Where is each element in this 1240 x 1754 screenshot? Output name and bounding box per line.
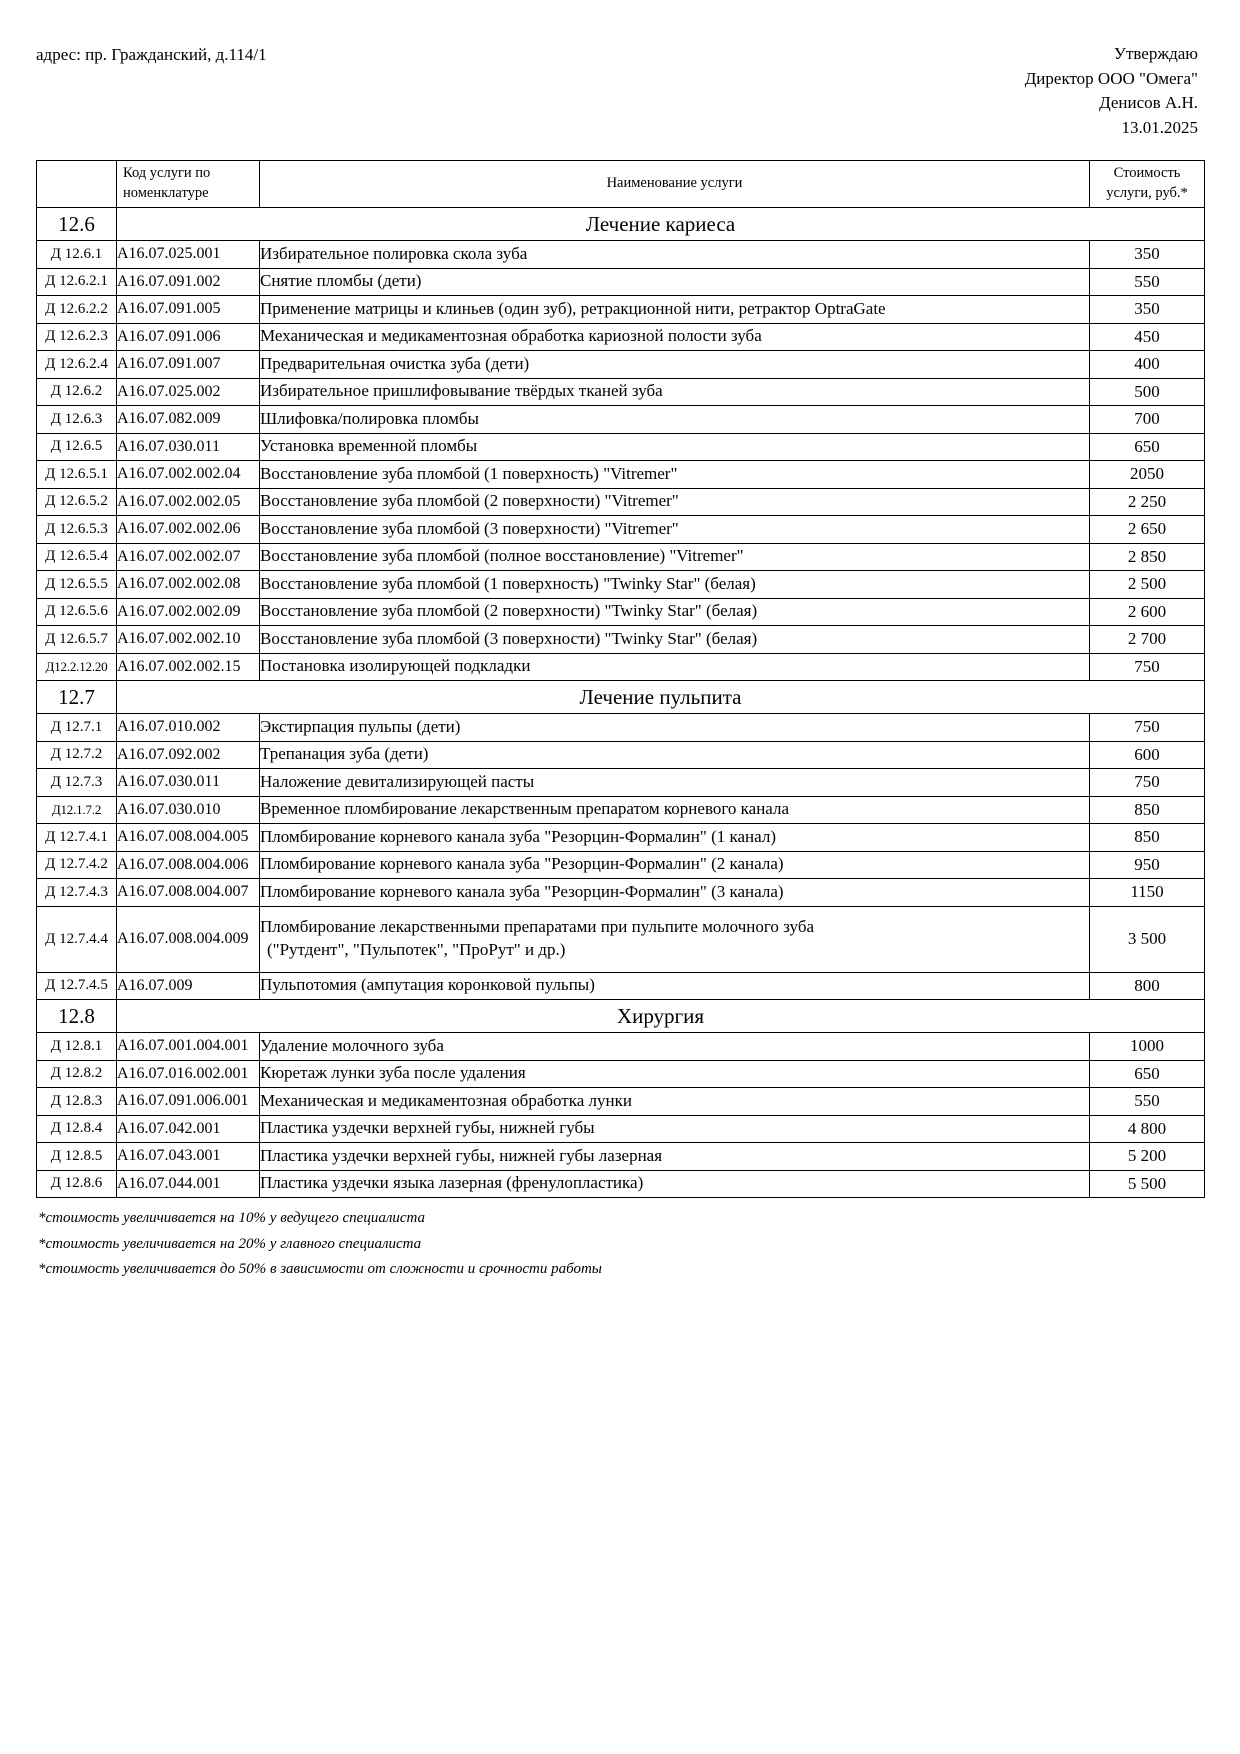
header-cell-name: Наименование услуги (260, 161, 1090, 208)
row-price: 5 500 (1090, 1170, 1205, 1198)
table-row (37, 906, 1205, 972)
row-service-name: Пластика уздечки языка лазерная (френулопластика) (260, 1170, 1090, 1198)
row-service-code: А16.07.002.002.10 (117, 626, 260, 654)
header-code-line1: Код услуги по (123, 165, 211, 182)
row-service-name-line2: ("Рутдент", "Пульпотек", "ПроРут" и др.) (267, 940, 566, 959)
row-number: Д 12.6.2.4 (37, 351, 117, 379)
row-number: Д 12.6.2.1 (37, 268, 117, 296)
table-row (37, 268, 1205, 296)
row-service-code: А16.07.008.004.009 (117, 906, 260, 972)
row-service-name: Пластика уздечки верхней губы, нижней губы (260, 1115, 1090, 1143)
row-number: Д 12.6.3 (37, 406, 117, 434)
row-service-name: Снятие пломбы (дети) (260, 268, 1090, 296)
row-price: 2 850 (1090, 543, 1205, 571)
row-number: Д 12.7.2 (37, 741, 117, 769)
row-service-code: А16.07.008.004.005 (117, 824, 260, 852)
row-service-name: Пластика уздечки верхней губы, нижней губы лазерная (260, 1143, 1090, 1171)
row-service-name: Восстановление зуба пломбой (2 поверхности) "Twinky Star" (белая) (260, 598, 1090, 626)
row-service-name: Удаление молочного зуба (260, 1033, 1090, 1061)
table-row (37, 488, 1205, 516)
section-row (37, 208, 1205, 241)
row-service-code: А16.07.016.002.001 (117, 1060, 260, 1088)
table-row (37, 1088, 1205, 1116)
row-service-code: А16.07.008.004.006 (117, 851, 260, 879)
row-number: Д 12.7.4.2 (37, 851, 117, 879)
row-service-name: Избирательное пришлифовывание твёрдых тканей зуба (260, 378, 1090, 406)
row-price: 2 500 (1090, 571, 1205, 599)
row-service-code: А16.07.091.005 (117, 296, 260, 324)
table-row (37, 296, 1205, 324)
row-service-name: Установка временной пломбы (260, 433, 1090, 461)
footnotes (38, 1206, 1240, 1283)
section-row (37, 1000, 1205, 1033)
row-number: Д 12.7.1 (37, 714, 117, 742)
director-name: Денисов А.Н. (1099, 93, 1198, 113)
approval-label: Утверждаю (1113, 44, 1198, 63)
row-service-name: Пломбирование корневого канала зуба "Резорцин-Формалин" (3 канала) (260, 879, 1090, 907)
footnote: *стоимость увеличивается на 10% у ведущего специалиста (38, 1210, 426, 1226)
row-service-code: А16.07.010.002 (117, 714, 260, 742)
row-number: Д 12.6.5.5 (37, 571, 117, 599)
table-row (37, 1170, 1205, 1198)
row-service-name: Применение матрицы и клиньев (один зуб), ретракционной нити, ретрактор OptraGate (260, 296, 1090, 324)
row-price: 2 250 (1090, 488, 1205, 516)
section-number: 12.7 (37, 681, 117, 714)
header-cell-code (117, 161, 260, 208)
row-price: 350 (1090, 296, 1205, 324)
row-service-code: А16.07.091.007 (117, 351, 260, 379)
row-service-code: А16.07.091.002 (117, 268, 260, 296)
approval-date: 13.01.2025 (1121, 117, 1198, 137)
row-number: Д 12.6.2.3 (37, 323, 117, 351)
row-number: Д 12.6.5.7 (37, 626, 117, 654)
row-service-code: А16.07.042.001 (117, 1115, 260, 1143)
row-price: 500 (1090, 378, 1205, 406)
row-service-name: Экстирпация пульпы (дети) (260, 714, 1090, 742)
header-code-line2: номенклатуре (123, 185, 209, 201)
row-price: 4 800 (1090, 1115, 1205, 1143)
row-number: Д12.1.7.2 (37, 796, 117, 824)
row-service-code: А16.07.002.002.15 (117, 653, 260, 681)
row-number: Д 12.8.5 (37, 1143, 117, 1171)
row-service-name: Пломбирование корневого канала зуба "Резорцин-Формалин" (2 канала) (260, 851, 1090, 879)
table-row (37, 741, 1205, 769)
row-service-code: А16.07.030.011 (117, 433, 260, 461)
row-service-code: А16.07.001.004.001 (117, 1033, 260, 1061)
row-service-name: Механическая и медикаментозная обработка лунки (260, 1088, 1090, 1116)
row-service-name: Трепанация зуба (дети) (260, 741, 1090, 769)
row-price: 550 (1090, 268, 1205, 296)
row-price: 450 (1090, 323, 1205, 351)
table-row (37, 241, 1205, 269)
price-table (36, 160, 1205, 1198)
row-service-name: Механическая и медикаментозная обработка кариозной полости зуба (260, 323, 1090, 351)
row-service-name (260, 906, 1090, 972)
row-price: 3 500 (1090, 906, 1205, 972)
row-service-code: А16.07.002.002.05 (117, 488, 260, 516)
row-service-code: А16.07.043.001 (117, 1143, 260, 1171)
row-number: Д12.2.12.20 (37, 653, 117, 681)
table-row (37, 1143, 1205, 1171)
row-service-code: А16.07.091.006 (117, 323, 260, 351)
row-number: Д 12.6.5.3 (37, 516, 117, 544)
clinic-address: адрес: пр. Гражданский, д.114/1 (36, 45, 267, 64)
row-number: Д 12.6.5.6 (37, 598, 117, 626)
row-price: 400 (1090, 351, 1205, 379)
table-row (37, 323, 1205, 351)
table-row (37, 543, 1205, 571)
row-service-code: А16.07.009 (117, 972, 260, 1000)
row-number: Д 12.8.1 (37, 1033, 117, 1061)
row-service-name: Пломбирование корневого канала зуба "Резорцин-Формалин" (1 канал) (260, 824, 1090, 852)
table-row (37, 1060, 1205, 1088)
row-service-code: А16.07.002.002.09 (117, 598, 260, 626)
table-body (37, 208, 1205, 1198)
row-service-name: Постановка изолирующей подкладки (260, 653, 1090, 681)
row-price: 850 (1090, 824, 1205, 852)
row-service-code: А16.07.025.002 (117, 378, 260, 406)
row-price: 650 (1090, 433, 1205, 461)
row-price: 1000 (1090, 1033, 1205, 1061)
row-number: Д 12.6.5.1 (37, 461, 117, 489)
row-number: Д 12.6.2 (37, 378, 117, 406)
row-service-code: А16.07.030.011 (117, 769, 260, 797)
table-row (37, 433, 1205, 461)
row-service-name: Восстановление зуба пломбой (полное восстановление) "Vitremer" (260, 543, 1090, 571)
row-number: Д 12.8.6 (37, 1170, 117, 1198)
row-number: Д 12.7.4.1 (37, 824, 117, 852)
table-row (37, 571, 1205, 599)
row-service-code: А16.07.092.002 (117, 741, 260, 769)
section-number: 12.8 (37, 1000, 117, 1033)
row-service-code: А16.07.030.010 (117, 796, 260, 824)
table-row (37, 461, 1205, 489)
row-service-code: А16.07.091.006.001 (117, 1088, 260, 1116)
table-row (37, 653, 1205, 681)
row-number: Д 12.7.4.3 (37, 879, 117, 907)
header-price-line1: Стоимость (1113, 165, 1181, 182)
row-number: Д 12.7.4.5 (37, 972, 117, 1000)
section-title: Лечение пульпита (117, 681, 1205, 714)
row-number: Д 12.8.3 (37, 1088, 117, 1116)
table-row (37, 406, 1205, 434)
row-price: 850 (1090, 796, 1205, 824)
price-table-wrapper (36, 160, 1204, 1198)
table-head (37, 161, 1205, 208)
row-price: 2050 (1090, 461, 1205, 489)
row-number: Д 12.7.3 (37, 769, 117, 797)
row-number: Д 12.6.2.2 (37, 296, 117, 324)
table-row (37, 378, 1205, 406)
row-price: 350 (1090, 241, 1205, 269)
row-service-name: Избирательное полировка скола зуба (260, 241, 1090, 269)
row-service-code: А16.07.002.002.07 (117, 543, 260, 571)
table-row (37, 851, 1205, 879)
row-service-name: Восстановление зуба пломбой (3 поверхности) "Vitremer" (260, 516, 1090, 544)
row-price: 750 (1090, 769, 1205, 797)
table-row (37, 714, 1205, 742)
table-row (37, 972, 1205, 1000)
row-price: 5 200 (1090, 1143, 1205, 1171)
row-service-name-line1: Пломбирование лекарственными препаратами при пульпите молочного зуба (260, 917, 815, 937)
row-number: Д 12.8.2 (37, 1060, 117, 1088)
approval-block (1025, 42, 1198, 141)
row-price: 2 700 (1090, 626, 1205, 654)
row-price: 800 (1090, 972, 1205, 1000)
table-row (37, 1115, 1205, 1143)
table-row (37, 351, 1205, 379)
section-number: 12.6 (37, 208, 117, 241)
row-number: Д 12.7.4.4 (37, 906, 117, 972)
table-row (37, 516, 1205, 544)
row-service-name: Пульпотомия (ампутация коронковой пульпы) (260, 972, 1090, 1000)
table-row (37, 626, 1205, 654)
row-service-code: А16.07.044.001 (117, 1170, 260, 1198)
row-price: 2 600 (1090, 598, 1205, 626)
header-row (37, 161, 1205, 208)
row-service-name: Кюретаж лунки зуба после удаления (260, 1060, 1090, 1088)
row-service-name: Восстановление зуба пломбой (3 поверхности) "Twinky Star" (белая) (260, 626, 1090, 654)
row-price: 950 (1090, 851, 1205, 879)
row-price: 650 (1090, 1060, 1205, 1088)
row-service-name: Временное пломбирование лекарственным препаратом корневого канала (260, 796, 1090, 824)
table-row (37, 796, 1205, 824)
row-service-name: Восстановление зуба пломбой (1 поверхность) "Twinky Star" (белая) (260, 571, 1090, 599)
row-service-name: Предварительная очистка зуба (дети) (260, 351, 1090, 379)
row-number: Д 12.6.5 (37, 433, 117, 461)
table-row (37, 1033, 1205, 1061)
row-service-code: А16.07.002.002.08 (117, 571, 260, 599)
row-number: Д 12.8.4 (37, 1115, 117, 1143)
row-price: 550 (1090, 1088, 1205, 1116)
header-cell-price (1090, 161, 1205, 208)
section-title: Лечение кариеса (117, 208, 1205, 241)
row-service-code: А16.07.008.004.007 (117, 879, 260, 907)
row-price: 2 650 (1090, 516, 1205, 544)
row-service-code: А16.07.025.001 (117, 241, 260, 269)
row-service-name: Шлифовка/полировка пломбы (260, 406, 1090, 434)
row-price: 750 (1090, 653, 1205, 681)
row-service-code: А16.07.082.009 (117, 406, 260, 434)
footnote: *стоимость увеличивается на 20% у главного специалиста (38, 1235, 422, 1252)
section-row (37, 681, 1205, 714)
row-service-code: А16.07.002.002.04 (117, 461, 260, 489)
row-price: 700 (1090, 406, 1205, 434)
row-number: Д 12.6.5.2 (37, 488, 117, 516)
row-number: Д 12.6.5.4 (37, 543, 117, 571)
footnote: *стоимость увеличивается до 50% в зависимости от сложности и срочности работы (38, 1261, 602, 1277)
row-price: 1150 (1090, 879, 1205, 907)
section-title: Хирургия (117, 1000, 1205, 1033)
table-row (37, 598, 1205, 626)
table-row (37, 769, 1205, 797)
header-price-line2: услуги, руб.* (1106, 185, 1188, 201)
header-cell-number (37, 161, 117, 208)
row-service-name: Восстановление зуба пломбой (2 поверхности) "Vitremer" (260, 488, 1090, 516)
director-title: Директор ООО "Омега" (1024, 68, 1198, 88)
table-row (37, 879, 1205, 907)
row-price: 600 (1090, 741, 1205, 769)
row-price: 750 (1090, 714, 1205, 742)
row-service-name: Наложение девитализирующей пасты (260, 769, 1090, 797)
row-number: Д 12.6.1 (37, 241, 117, 269)
row-service-code: А16.07.002.002.06 (117, 516, 260, 544)
document-header (0, 0, 1240, 137)
table-row (37, 824, 1205, 852)
row-service-name: Восстановление зуба пломбой (1 поверхность) "Vitremer" (260, 461, 1090, 489)
